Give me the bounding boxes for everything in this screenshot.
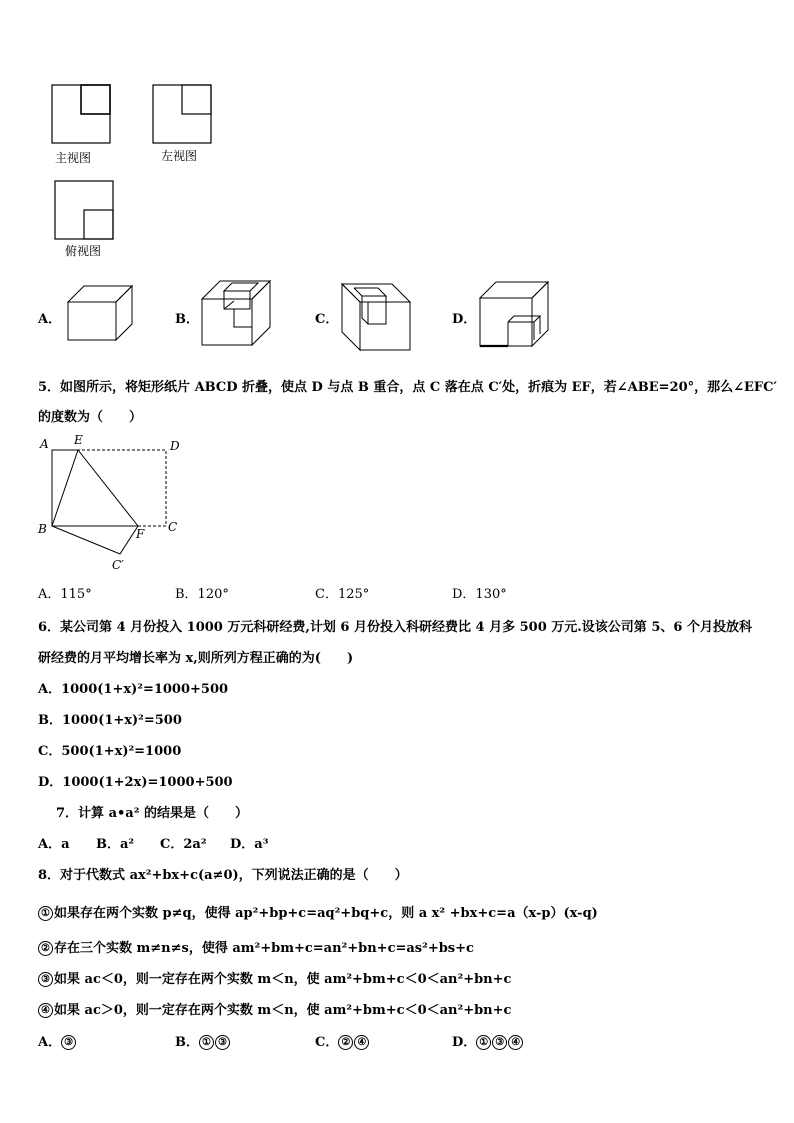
q4-option-c-label: C． [315, 312, 339, 327]
top-view-caption: 俯视图 [65, 244, 102, 258]
q6-stem-line2: 研经费的月平均增长率为 x,则所列方程正确的为( ) [38, 651, 354, 666]
q6-option-a: A．1000(1+x)²=1000+500 [38, 682, 229, 697]
point-c-label: C [168, 520, 178, 534]
q4-option-d-label: D． [452, 312, 477, 327]
q4-option-a-label: A． [38, 312, 62, 327]
q6-option-b: B．1000(1+x)²=500 [38, 713, 182, 728]
q5-option-b: B．120° [175, 587, 229, 602]
point-f-label: F [136, 527, 145, 541]
q4-option-b-figure [200, 279, 274, 349]
q4-option-c-figure [340, 282, 412, 352]
q7-option-d: D．a³ [230, 837, 269, 852]
q5-option-c: C．125° [315, 587, 370, 602]
q8-statement-4: ④ 如果 ac＞0，则一定存在两个实数 m＜n，使 am²+bm+c＜0＜an²+bn+c [38, 999, 511, 1018]
q8-option-d: D． ① ③ ④ [452, 1031, 524, 1050]
q6-stem-line1: 6．某公司第 4 月份投入 1000 万元科研经费,计划 6 月份投入科研经费比 4 月多 500 万元.设该公司第 5、6 个月投放科 [38, 620, 752, 635]
q8-option-a: A． ③ [38, 1031, 77, 1050]
mark-1: ① [38, 906, 53, 921]
q7-option-b: B．a² [96, 837, 135, 852]
q8-option-c: C． ② ④ [315, 1031, 370, 1050]
q8-statement-1: ① 如果存在两个实数 p≠q，使得 ap²+bp+c=aq²+bq+c，则 a x² +bx+c=a（x-p）(x-q) [38, 902, 598, 921]
q4-option-a-figure [66, 284, 136, 344]
mark-3: ③ [38, 972, 53, 987]
front-view-caption: 主视图 [55, 151, 92, 165]
q8-stem: 8．对于代数式 ax²+bx+c(a≠0)，下列说法正确的是（ ） [38, 868, 408, 883]
q5-stem-line2: 的度数为（ ） [38, 410, 143, 425]
q4-option-b-label: B． [175, 312, 199, 327]
left-view-figure [152, 84, 214, 146]
q8-statement-2: ② 存在三个实数 m≠n≠s，使得 am²+bm+c=an²+bn+c=as²+bs+c [38, 937, 474, 956]
top-view-figure [54, 180, 116, 242]
q5-stem-line1: 5．如图所示，将矩形纸片 ABCD 折叠，使点 D 与点 B 重合，点 C 落在点 C′处，折痕为 EF，若∠ABE=20°，那么∠EFC′ [38, 380, 777, 395]
q6-option-d: D．1000(1+2x)=1000+500 [38, 775, 233, 790]
mark-4: ④ [38, 1003, 53, 1018]
q5-option-d: D．130° [452, 587, 507, 602]
point-a-label: A [40, 437, 49, 451]
mark-2: ② [38, 941, 53, 956]
q6-option-c: C．500(1+x)²=1000 [38, 744, 182, 759]
point-b-label: B [38, 522, 47, 536]
q4-option-d-figure [478, 280, 552, 350]
q5-option-a: A．115° [38, 587, 92, 602]
q7-option-c: C．2a² [160, 837, 207, 852]
left-view-caption: 左视图 [161, 149, 198, 163]
front-view-figure [51, 84, 113, 146]
point-e-label: E [74, 433, 83, 447]
q7-stem: 7．计算 a•a² 的结果是（ ） [56, 806, 248, 821]
point-d-label: D [170, 439, 180, 453]
q8-option-b: B． ① ③ [175, 1031, 231, 1050]
point-cprime-label: C′ [112, 558, 124, 572]
q5-fold-figure [30, 430, 190, 575]
q8-statement-3: ③ 如果 ac＜0，则一定存在两个实数 m＜n，使 am²+bm+c＜0＜an²+bn+c [38, 968, 511, 987]
q7-option-a: A．a [38, 837, 70, 852]
